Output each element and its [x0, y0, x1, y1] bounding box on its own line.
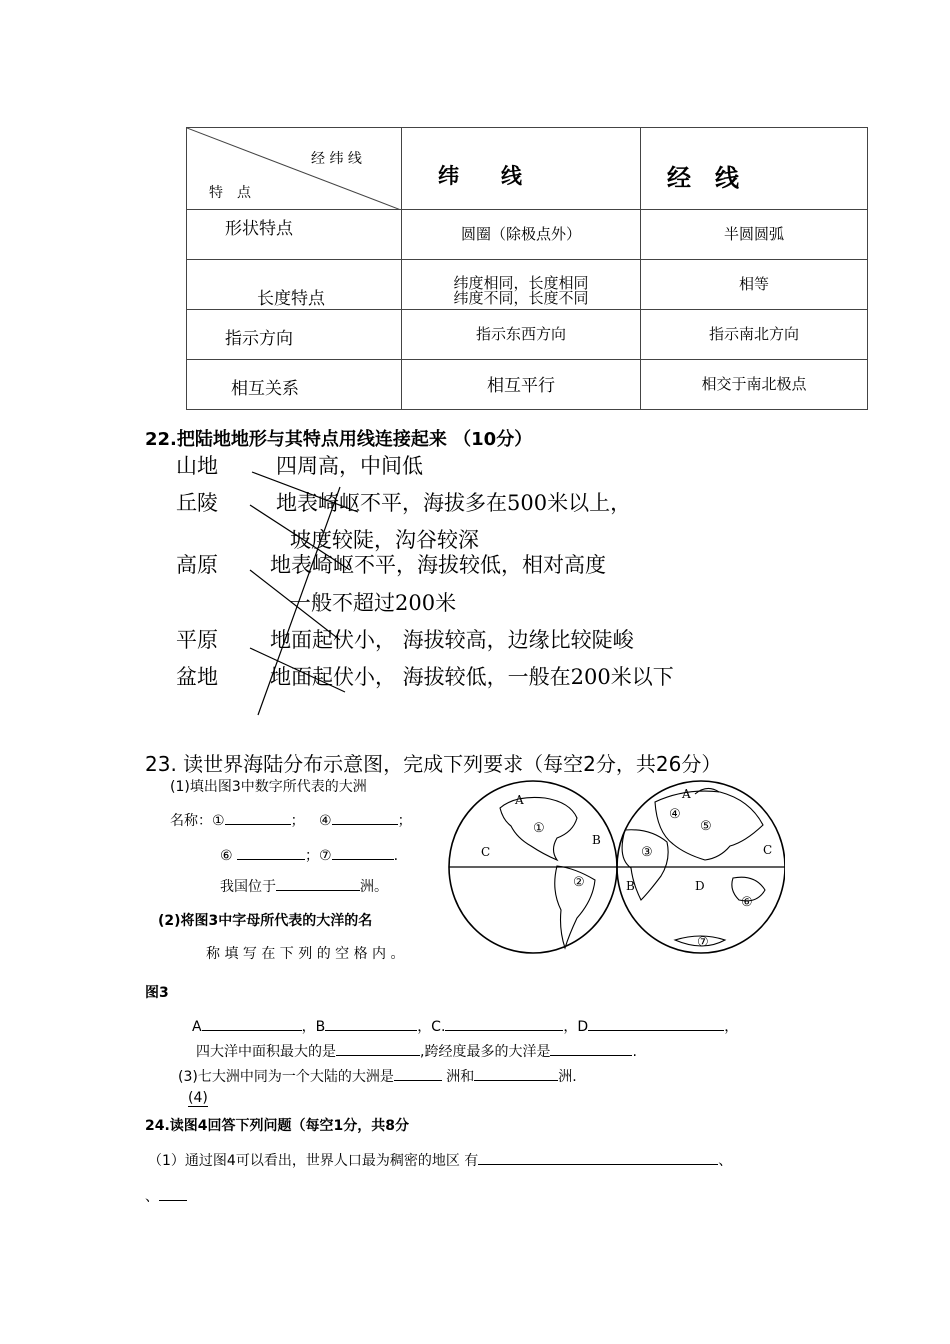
- landform-left: 丘陵: [176, 491, 218, 515]
- map-label: A: [515, 793, 524, 807]
- map-label: ④: [669, 807, 681, 822]
- answer-blank[interactable]: [394, 1066, 442, 1081]
- answer-blank[interactable]: [445, 1016, 563, 1031]
- table-row: 形状特点 圆圈（除极点外） 半圆圆弧: [187, 210, 868, 260]
- cell-value: 相交于南北极点: [701, 375, 807, 393]
- table-row: 长度特点 纬度相同，长度相同 纬度不同，长度不同 相等: [187, 260, 868, 310]
- q23-part1-names: 名称：① ； ④ ；: [170, 810, 412, 830]
- ocean-names-line: A ，B ，C. ，D ，: [192, 1016, 738, 1036]
- map-label: D: [695, 879, 705, 893]
- landform-right: 地表崎岖不平，海拔较低，相对高度: [270, 553, 606, 577]
- q23-part3: (3)七大洲中同为一个大陆的大洲是 洲和 洲.: [178, 1066, 577, 1086]
- answer-blank[interactable]: [336, 1041, 420, 1056]
- q23-part2b: 称 填 写 在 下 列 的 空 格 内 。: [206, 946, 405, 962]
- figure-label: 图3: [145, 985, 169, 1001]
- landform-left: 高原: [176, 553, 218, 577]
- landform-left: 平原: [176, 628, 218, 652]
- map-label: C: [481, 845, 491, 859]
- map-label: ⑤: [700, 819, 712, 834]
- answer-blank[interactable]: [225, 810, 291, 825]
- map-label: ③: [641, 845, 653, 860]
- landform-right: 一般不超过200米: [290, 591, 457, 615]
- map-label: B: [592, 833, 601, 847]
- answer-blank[interactable]: [332, 845, 394, 860]
- q24-title: 24.读图4回答下列问题（每空1分，共8分: [145, 1118, 410, 1134]
- q23-part1: (1)填出图3中数字所代表的大洲: [170, 779, 367, 795]
- cell-value: 圆圈（除极点外）: [460, 225, 581, 243]
- answer-blank[interactable]: [159, 1186, 187, 1201]
- q24-part1: （1）通过图4可以看出，世界人口最为稠密的地区 有 、: [148, 1150, 732, 1170]
- answer-blank[interactable]: [332, 810, 398, 825]
- cell-value: 指示东西方向: [475, 325, 566, 343]
- map-label: A: [682, 787, 691, 801]
- answer-blank[interactable]: [550, 1041, 632, 1056]
- map-label: ①: [533, 821, 545, 836]
- map-label: ⑦: [697, 935, 709, 950]
- map-label: ⑥: [741, 895, 753, 910]
- header-top-label: 经 纬 线: [311, 151, 362, 167]
- header-bottom-label: 特 点: [209, 185, 251, 201]
- cell-value: 半圆圆弧: [723, 225, 784, 243]
- q23-china-location: 我国位于 洲。: [220, 876, 388, 896]
- landform-right: 坡度较陡，沟谷较深: [290, 528, 479, 552]
- landform-right: 地面起伏小， 海拔较低，一般在200米以下: [270, 665, 674, 689]
- landform-left: 山地: [176, 454, 218, 478]
- q23-part2: (2)将图3中字母所代表的大洋的名: [158, 913, 373, 929]
- table-row: 指示方向 指示东西方向 指示南北方向: [187, 310, 868, 360]
- answer-blank[interactable]: [478, 1150, 718, 1165]
- world-map: [445, 780, 785, 960]
- q22-title: 22.把陆地地形与其特点用线连接起来 （10分）: [145, 429, 533, 450]
- q23-part4: (4): [188, 1090, 208, 1106]
- largest-ocean-line: 四大洋中面积最大的是 ,跨经度最多的大洋是 .: [196, 1041, 637, 1061]
- column-header-weft: 纬 线: [402, 128, 641, 210]
- map-label: B: [626, 879, 635, 893]
- answer-blank[interactable]: [237, 845, 305, 860]
- answer-blank[interactable]: [202, 1016, 302, 1031]
- landform-right: 地表崎岖不平，海拔多在500米以上，: [276, 491, 632, 515]
- table-row: 相互关系 相互平行 相交于南北极点: [187, 360, 868, 410]
- q23-part1-names2: ⑥ ；⑦ .: [220, 845, 398, 865]
- cell-value: 相等: [738, 275, 769, 293]
- cell-value: 纬度相同，长度相同: [453, 274, 589, 292]
- answer-blank[interactable]: [276, 876, 360, 891]
- answer-blank[interactable]: [325, 1016, 417, 1031]
- answer-blank[interactable]: [474, 1066, 558, 1081]
- cell-value: 指示南北方向: [708, 325, 799, 343]
- landform-right: 四周高，中间低: [276, 454, 423, 478]
- map-label: ②: [573, 875, 585, 890]
- q24-part1-cont: 、: [145, 1186, 187, 1206]
- column-header-long: 经 线: [641, 128, 868, 210]
- landform-left: 盆地: [176, 665, 218, 689]
- landform-right: 地面起伏小， 海拔较高，边缘比较陡峻: [270, 628, 634, 652]
- answer-blank[interactable]: [588, 1016, 724, 1031]
- map-label: C: [763, 843, 773, 857]
- cell-value: 相互平行: [487, 376, 555, 396]
- cell-value: 纬度不同，长度不同: [453, 289, 589, 307]
- q23-title: 23. 读世界海陆分布示意图，完成下列要求（每空2分，共26分）: [145, 752, 722, 776]
